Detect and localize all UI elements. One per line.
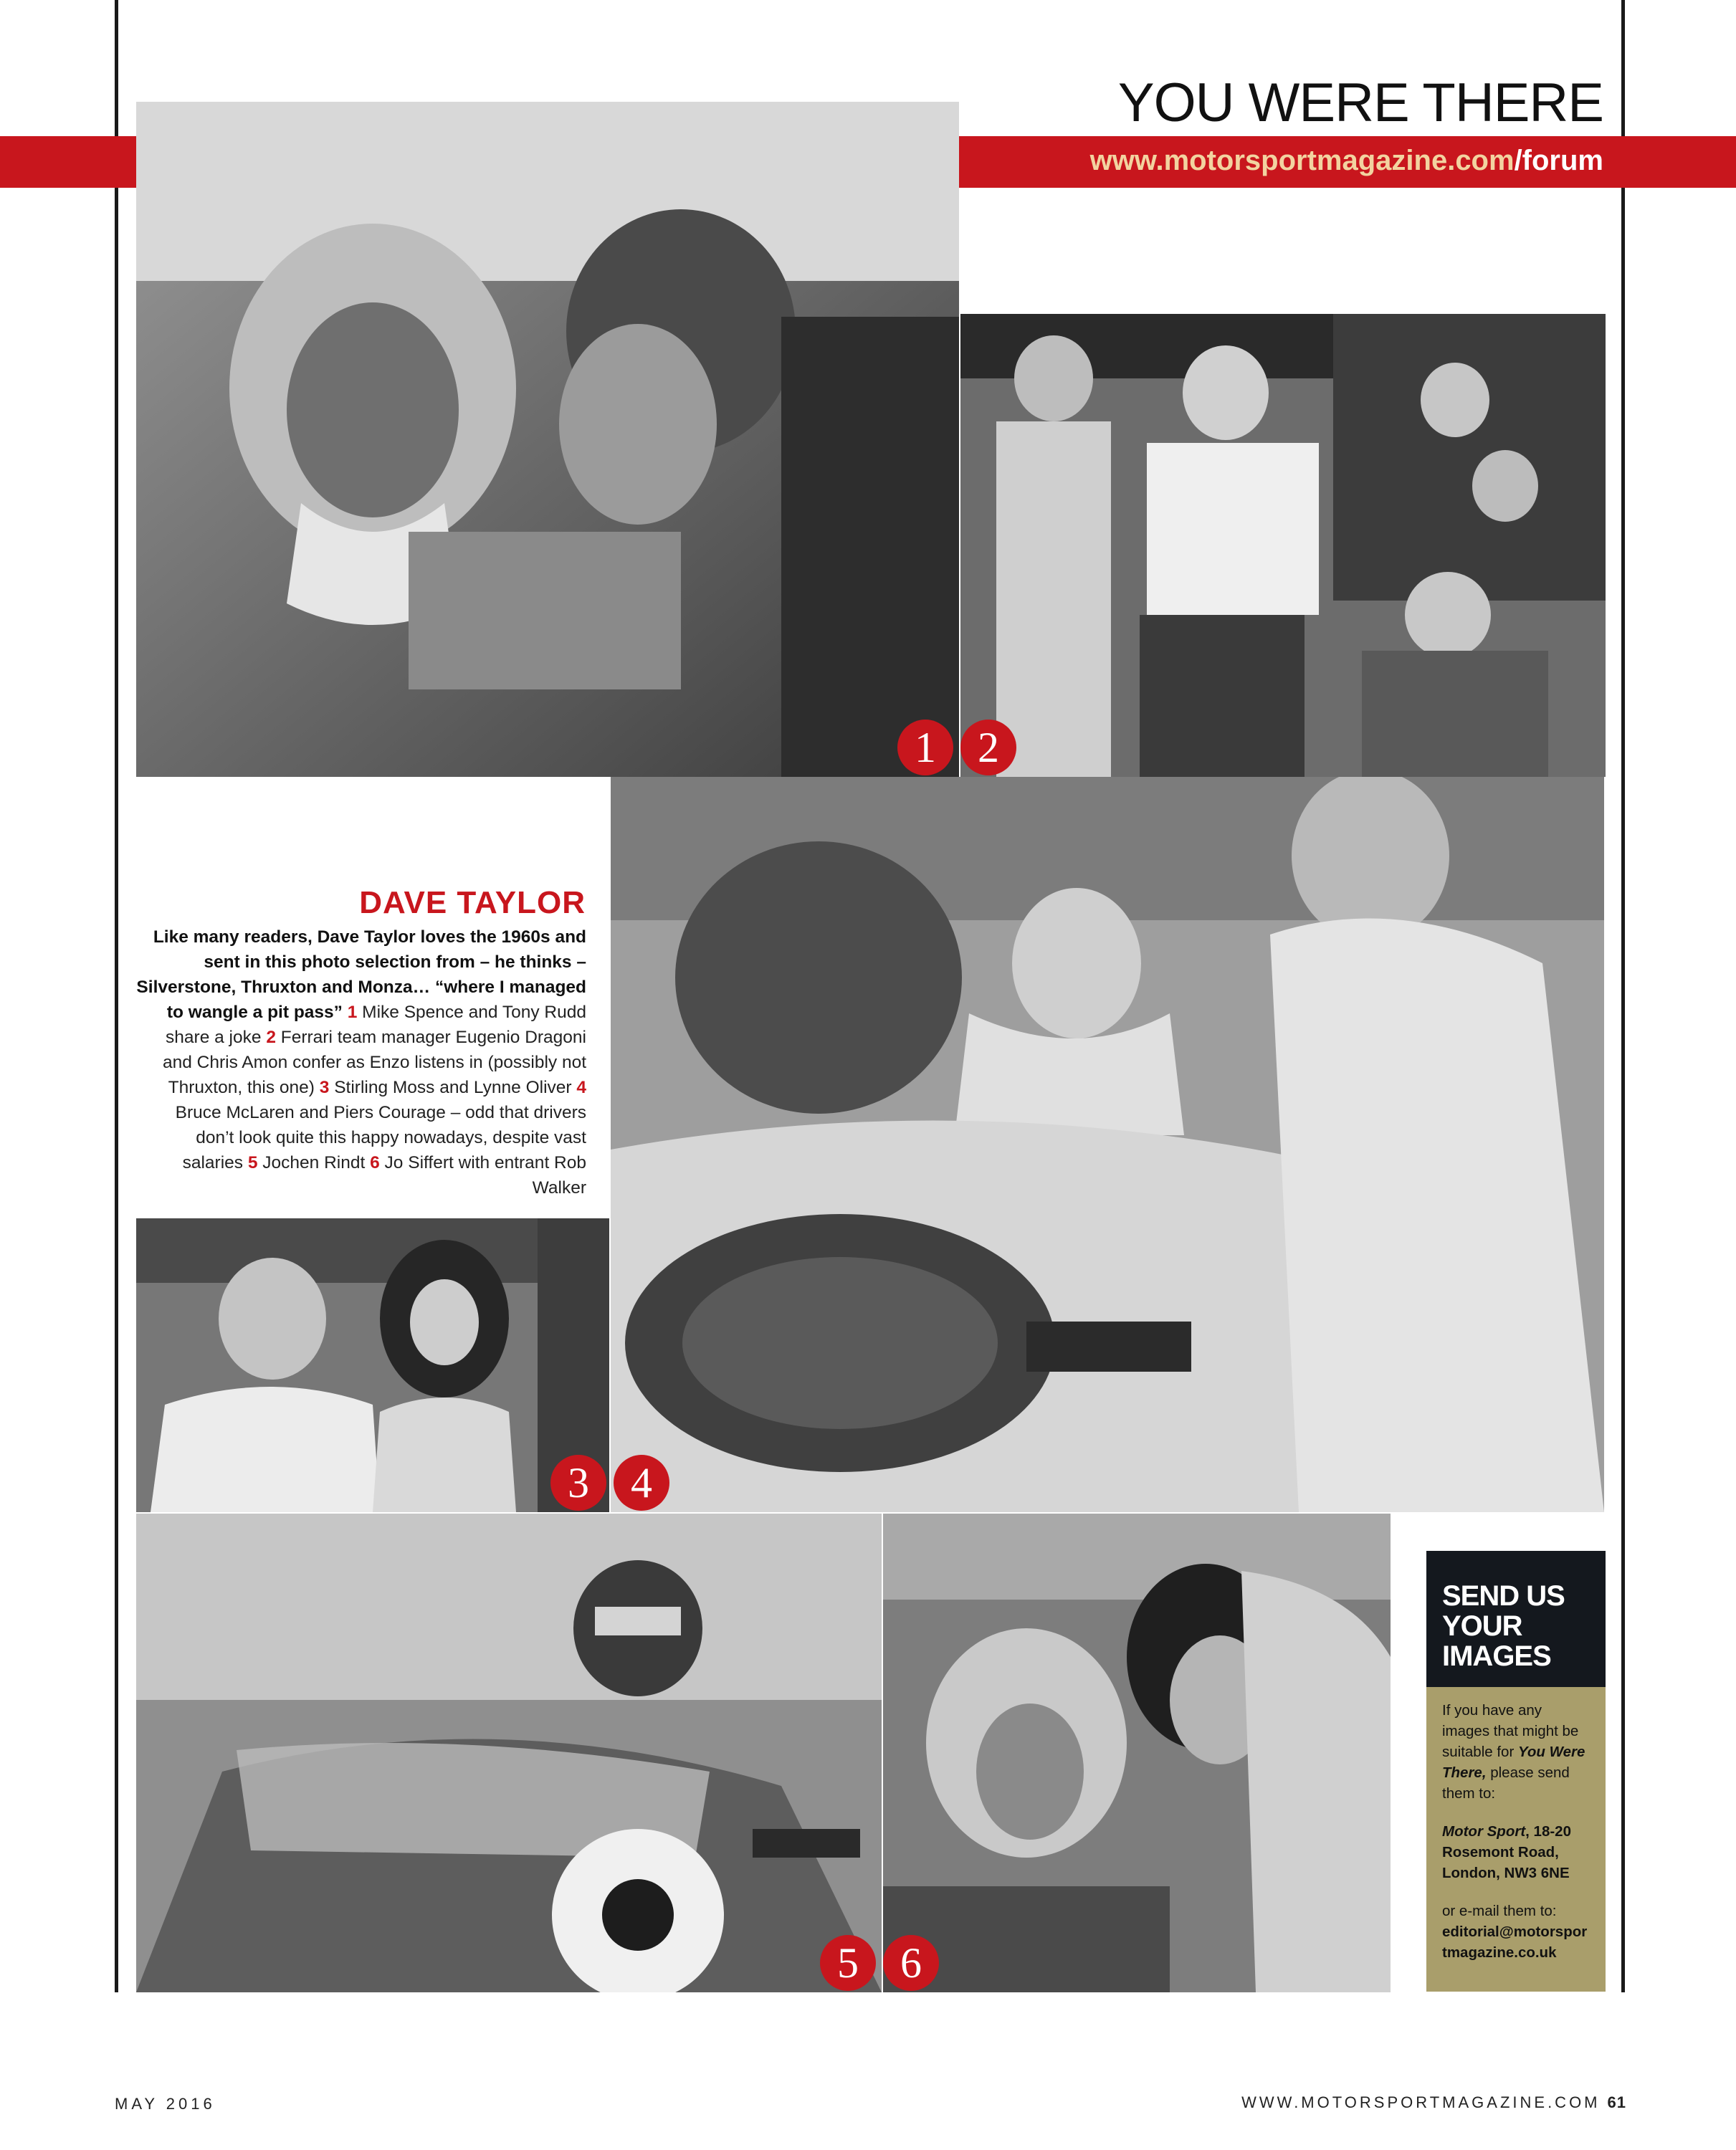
- send-images-box: [1426, 1551, 1606, 1992]
- forum-link[interactable]: [1090, 145, 1603, 177]
- send-images-title: [1442, 1581, 1606, 1671]
- email-intro: or e-mail them to:: [1442, 1903, 1557, 1919]
- caption-text: Stirling Moss and Lynne Oliver: [329, 1078, 577, 1097]
- address-name: Motor Sport: [1442, 1823, 1526, 1840]
- photo-6-siffert-walker: [883, 1514, 1391, 1992]
- send-intro-em: You Were There,: [1442, 1744, 1585, 1781]
- caption-num: 3: [319, 1078, 330, 1097]
- photo-3-moss-oliver: [136, 1218, 609, 1512]
- send-images-header: [1426, 1551, 1606, 1687]
- send-intro-b: please send them to:: [1442, 1764, 1570, 1802]
- caption-text: Bruce McLaren and Piers Courage – odd that drivers don’t look quite this happy nowadays, despite vast salaries: [175, 1103, 586, 1172]
- caption-num: 1: [347, 1003, 358, 1022]
- photo-5-jochen-rindt: [136, 1514, 882, 1992]
- photo-number-3: 3: [550, 1455, 606, 1511]
- forum-url-tail: /forum: [1514, 145, 1603, 176]
- forum-url-main: www.motorsportmagazine.com: [1089, 145, 1515, 176]
- caption-num: 2: [266, 1028, 276, 1047]
- send-title-line1: SEND US: [1442, 1580, 1565, 1612]
- caption-num: 4: [576, 1078, 586, 1097]
- left-rule: [115, 0, 118, 1992]
- caption-text: Mike Spence and Tony Rudd share a joke: [166, 1003, 586, 1047]
- photo-4-mclaren-courage: [611, 777, 1604, 1512]
- caption-text: Jochen Rindt: [257, 1153, 371, 1172]
- photo-number-4: 4: [614, 1455, 669, 1511]
- send-intro-a: If you have any images that might be suitable for: [1442, 1702, 1579, 1760]
- send-images-body: [1426, 1687, 1606, 1992]
- photo-2-dragoni-amon-enzo: [960, 314, 1606, 777]
- send-email-block: [1442, 1901, 1591, 1963]
- footer-site: [1241, 2093, 1626, 2112]
- caption-text: Jo Siffert with entrant Rob Walker: [379, 1153, 586, 1198]
- contributor-name: DAVE TAYLOR: [359, 885, 586, 920]
- photo-number-6: 6: [883, 1935, 939, 1991]
- send-title-line2: YOUR IMAGES: [1442, 1610, 1551, 1672]
- footer-url[interactable]: WWW.MOTORSPORTMAGAZINE.COM: [1241, 2093, 1601, 2111]
- photo-number-2: 2: [960, 720, 1016, 775]
- caption-num: 6: [370, 1153, 380, 1172]
- photo-number-5: 5: [820, 1935, 876, 1991]
- send-intro: [1442, 1700, 1591, 1804]
- photo-caption: [136, 924, 586, 1200]
- photo-1-spence-rudd: [136, 102, 959, 777]
- page-number: 61: [1607, 2093, 1626, 2111]
- right-rule: [1621, 0, 1625, 1992]
- address-rest: , 18-20 Rosemont Road, London, NW3 6NE: [1442, 1823, 1571, 1881]
- caption-lead: Like many readers, Dave Taylor loves the 1960s and sent in this photo selection from – he thinks – Silverstone, Thruxton and Monza… “where I managed to wangle a pit pass”: [136, 927, 586, 1022]
- email-link[interactable]: editorial@motorsportmagazine.co.uk: [1442, 1924, 1588, 1961]
- footer-date: MAY 2016: [115, 2095, 216, 2113]
- send-address: [1442, 1821, 1591, 1883]
- red-bar-left: [0, 136, 136, 188]
- photo-number-1: 1: [897, 720, 953, 775]
- caption-text: Ferrari team manager Eugenio Dragoni and Chris Amon confer as Enzo listens in (possibly not Thruxton, this one): [162, 1028, 586, 1097]
- caption-num: 5: [247, 1153, 258, 1172]
- section-title: YOU WERE THERE: [1117, 72, 1603, 133]
